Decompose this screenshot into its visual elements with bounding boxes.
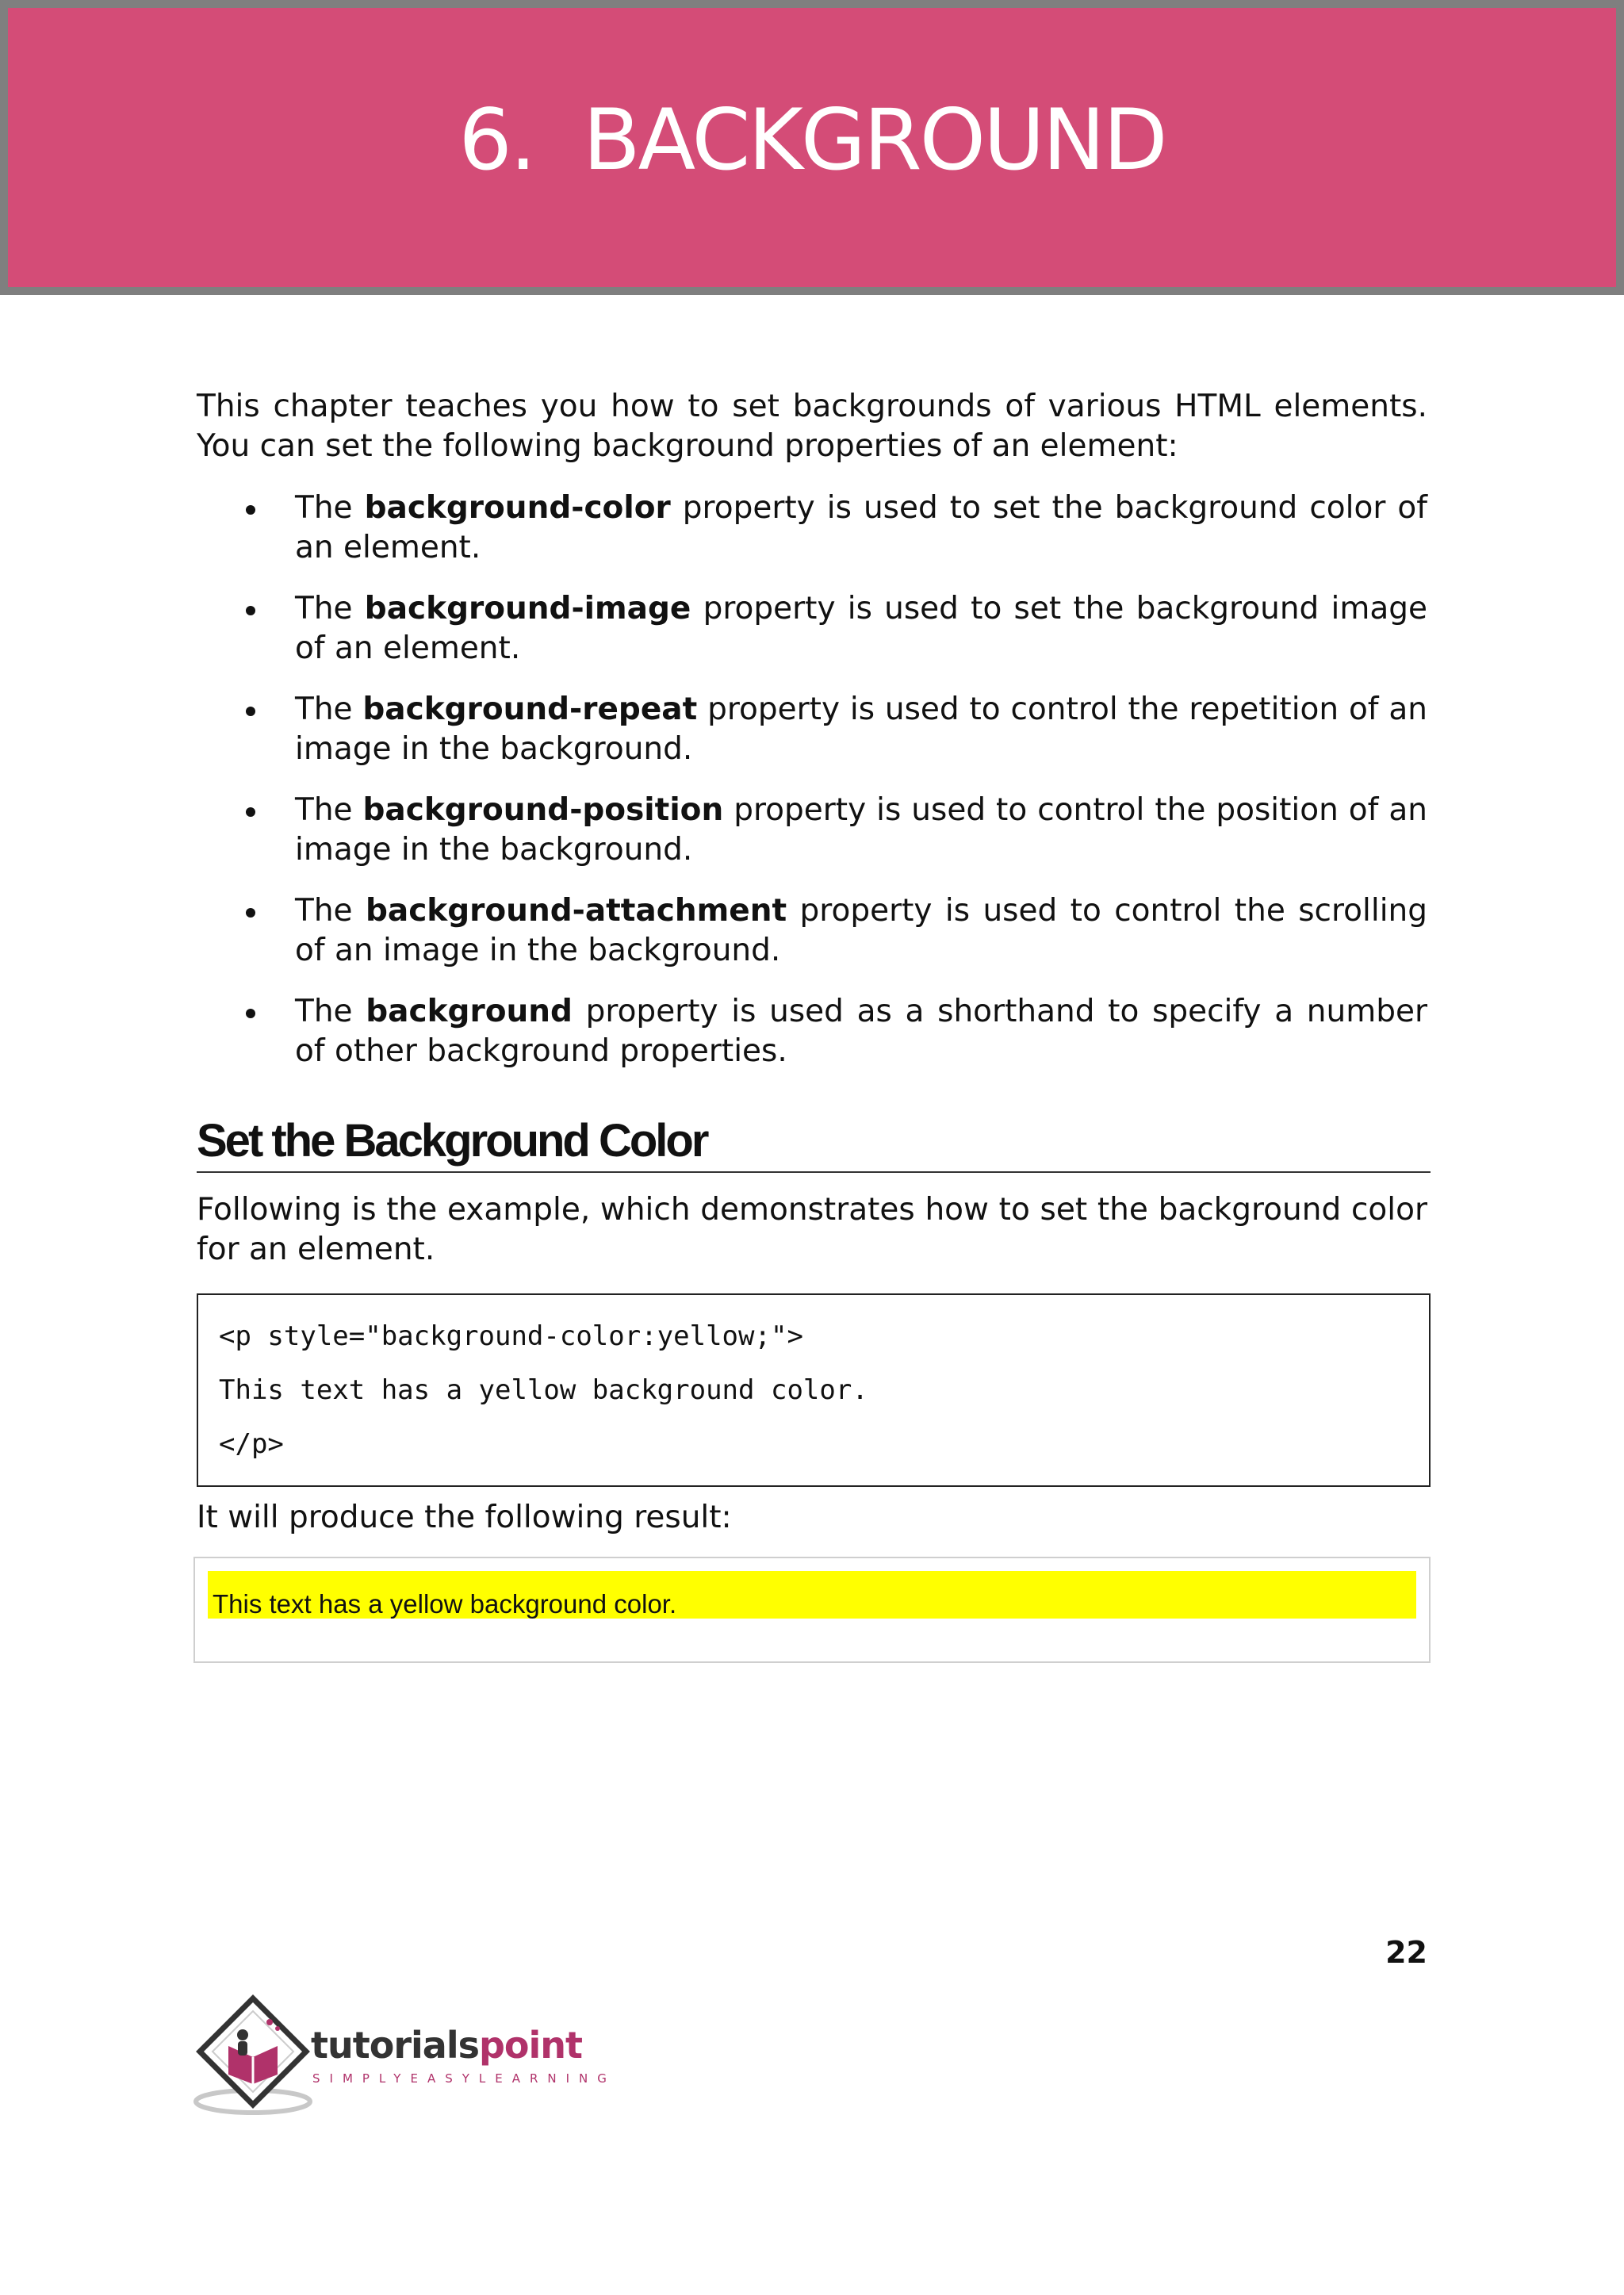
list-item xyxy=(197,489,1427,568)
list-item xyxy=(197,589,1427,669)
list-item xyxy=(197,891,1427,971)
property-term: background-attachment xyxy=(365,893,787,929)
result-preview xyxy=(193,1557,1431,1663)
item-description: property is used to control the repetition of an image in the background. xyxy=(295,692,1427,767)
item-lead: The xyxy=(295,994,366,1029)
yellow-background-text: This text has a yellow background color. xyxy=(208,1571,1416,1619)
item-description: property is used to set the background color of an element. xyxy=(295,490,1428,565)
bullet-icon xyxy=(246,505,255,515)
logo-wordmark xyxy=(311,2024,582,2067)
intro-paragraph: This chapter teaches you how to set backgrounds of various HTML elements. You can set the following background properties of an element: xyxy=(197,389,1427,464)
item-description: property is used as a shorthand to specify a number of other background properties. xyxy=(295,994,1428,1069)
item-description: property is used to control the position of an image in the background. xyxy=(295,792,1427,868)
page-content xyxy=(197,387,1427,1663)
item-lead: The xyxy=(295,591,365,626)
item-description: property is used to control the scrolling of an image in the background. xyxy=(295,893,1427,968)
chapter-banner xyxy=(0,0,1624,295)
section-intro: Following is the example, which demonstrates how to set the background color for an element. xyxy=(197,1192,1427,1267)
logo-tagline: SIMPLYEASYLEARNING xyxy=(312,2071,616,2086)
bullet-icon xyxy=(246,606,255,615)
property-term: background-position xyxy=(362,792,724,828)
item-lead: The xyxy=(295,490,365,526)
property-term: background-color xyxy=(364,490,671,526)
code-line: </p> xyxy=(219,1428,284,1460)
item-lead: The xyxy=(295,692,363,727)
property-term: background-image xyxy=(364,591,691,626)
code-example xyxy=(197,1293,1431,1487)
list-item xyxy=(197,690,1427,769)
bullet-icon xyxy=(246,707,255,716)
item-lead: The xyxy=(295,792,363,828)
property-term: background xyxy=(366,994,573,1029)
item-lead: The xyxy=(295,893,366,929)
code-line: <p style="background-color:yellow;"> xyxy=(219,1320,803,1352)
logo-word-1: tutorials xyxy=(311,2024,479,2067)
chapter-title: 6. BACKGROUND xyxy=(458,90,1166,189)
property-list xyxy=(197,489,1427,1071)
list-item xyxy=(197,791,1427,870)
property-term: background-repeat xyxy=(362,692,698,727)
bullet-icon xyxy=(246,908,255,918)
bullet-icon xyxy=(246,807,255,817)
item-description: property is used to set the background image of an element. xyxy=(295,591,1427,666)
page-number: 22 xyxy=(1385,1935,1427,1970)
tutorialspoint-logo xyxy=(193,1992,616,2119)
code-line: This text has a yellow background color. xyxy=(219,1374,868,1406)
list-item xyxy=(197,992,1427,1071)
logo-word-2: point xyxy=(478,2024,583,2067)
section-heading: Set the Background Color xyxy=(197,1113,1431,1173)
bullet-icon xyxy=(246,1009,255,1018)
result-label: It will produce the following result: xyxy=(197,1500,732,1535)
tutorialspoint-logo-icon xyxy=(193,1992,312,2119)
